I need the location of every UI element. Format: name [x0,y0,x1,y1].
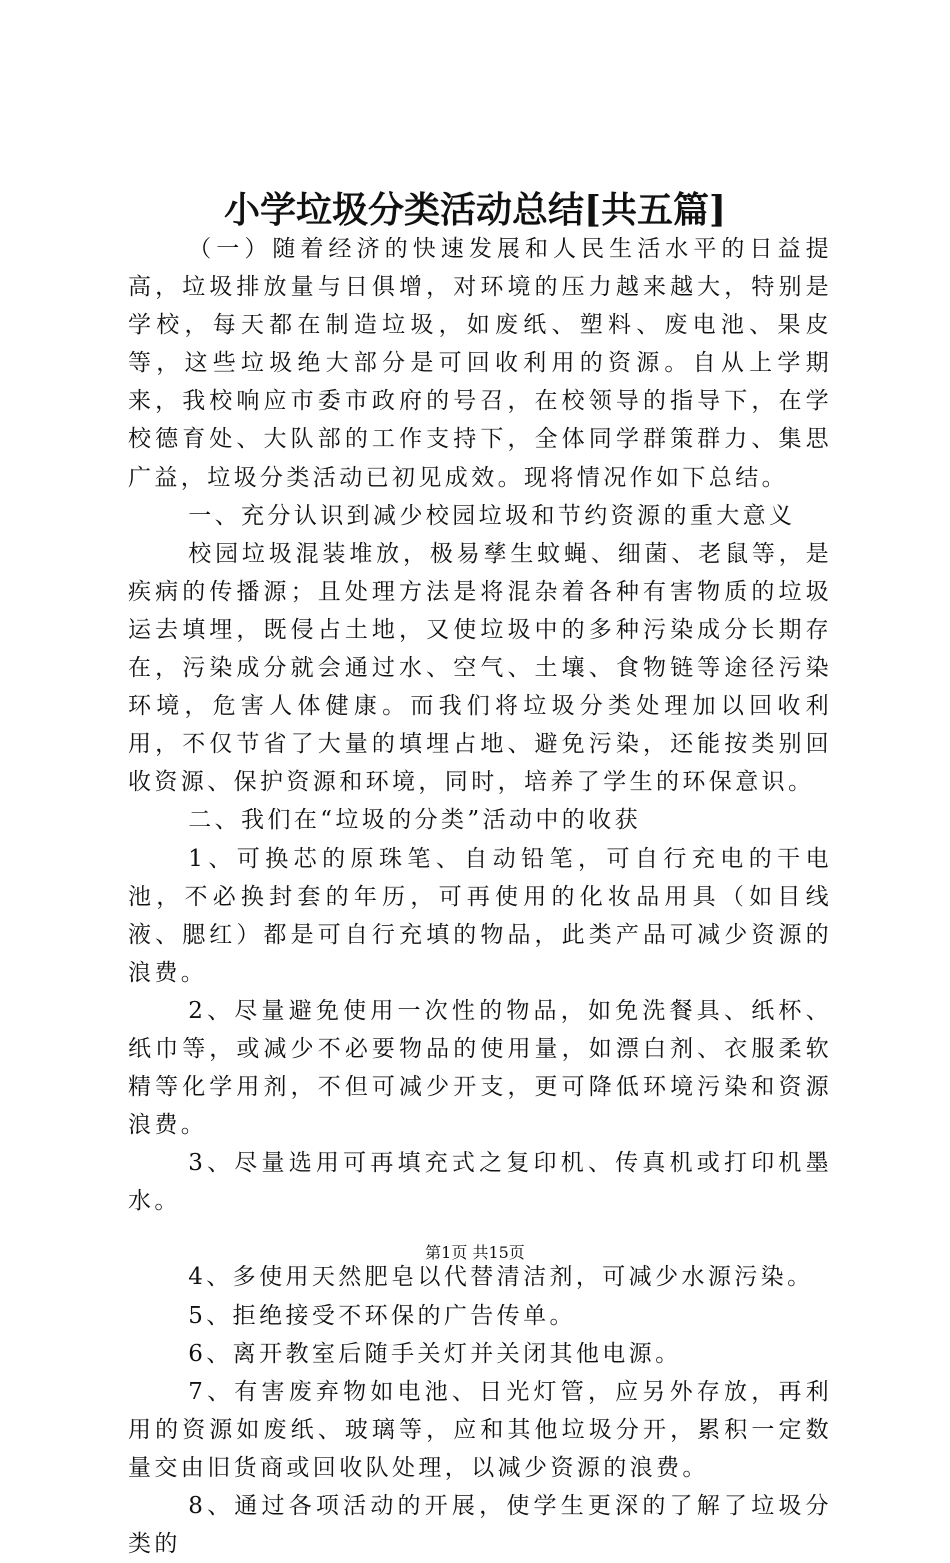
list-item-3: 3、尽量选用可再填充式之复印机、传真机或打印机墨水。 [128,1150,832,1215]
page-indicator: 第1页 共15页 [425,1243,525,1262]
section-heading-1: 一、充分认识到减少校园垃圾和节约资源的重大意义 [188,502,796,529]
paragraph-significance: 校园垃圾混装堆放，极易孳生蚊蝇、细菌、老鼠等，是疾病的传播源；且处理方法是将混杂着各种有害物质的垃圾运去填埋，既侵占土地，又使垃圾中的多种污染成分长期存在，污染成分就会通过水、空气、土壤、食物链等途径污染环境，危害人体健康。而我们将垃圾分类处理加以回收利用，不仅节省了大量的填埋占地、避免污染，还能按类别回收资源、保护资源和环境，同时，培养了学生的环保意识。 [128,540,832,796]
list-item-6: 6、离开教室后随手关灯并关闭其他电源。 [188,1340,682,1367]
document-body [128,230,832,1563]
paragraph-intro: （一）随着经济的快速发展和人民生活水平的日益提高，垃圾排放量与日俱增，对环境的压力越来越大，特别是学校，每天都在制造垃圾，如废纸、塑料、废电池、果皮等，这些垃圾绝大部分是可回收利用的资源。自从上学期来，我校响应市委市政府的号召，在校领导的指导下，在学校德育处、大队部的工作支持下，全体同学群策群力、集思广益，垃圾分类活动已初见成效。现将情况作如下总结。 [128,236,832,491]
list-item-5: 5、拒绝接受不环保的广告传单。 [188,1302,576,1329]
document-title: 小学垃圾分类活动总结[共五篇] [223,189,727,231]
list-item-2: 2、尽量避免使用一次性的物品，如免洗餐具、纸杯、纸巾等，或减少不必要物品的使用量，如漂白剂、衣服柔软精等化学用剂，不但可减少开支，更可降低环境污染和资源浪费。 [128,997,832,1139]
section-heading-2: 二、我们在“垃圾的分类”活动中的收获 [188,807,641,834]
list-item-1: 1、可换芯的原珠笔、自动铅笔，可自行充电的干电池，不必换封套的年历，可再使用的化妆品用具（如目线液、腮红）都是可自行充填的物品，此类产品可减少资源的浪费。 [128,845,832,986]
list-item-4: 4、多使用天然肥皂以代替清洁剂，可减少水源污染。 [188,1264,814,1291]
list-item-7: 7、有害废弃物如电池、日光灯管，应另外存放，再利用的资源如废纸、玻璃等，应和其他垃圾分开，累积一定数量交由旧货商或回收队处理，以减少资源的浪费。 [128,1378,832,1481]
list-item-8: 8、通过各项活动的开展，使学生更深的了解了垃圾分类的 [128,1493,832,1558]
